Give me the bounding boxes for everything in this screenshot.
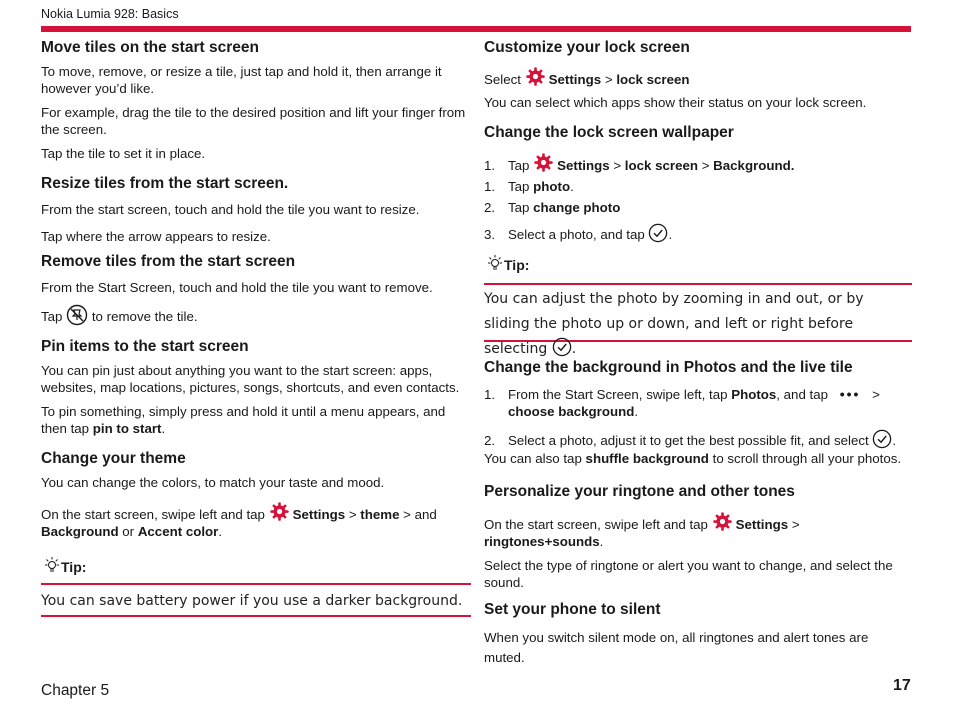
wallpaper-sep-2: > [701,158,710,173]
move-para-2: For example, drag the tile to the desired position and lift your finger from the screen. [41,105,466,137]
step-number: 1. [484,387,496,402]
gear-icon [269,501,290,522]
heading-move-tiles: Move tiles on the start screen [41,39,259,56]
photos-step-1-mid: , and tap [776,387,829,402]
remove-para-2 [41,304,471,326]
ringtones-sounds-label: ringtones+sounds [484,534,600,549]
step-number: 1. [484,158,496,173]
lock-para-1: You can select which apps show their status on your lock screen. [484,95,867,110]
section-resize-tiles [41,174,471,245]
lightbulb-icon [41,556,61,574]
wallpaper-step-1 [484,152,912,174]
wallpaper-step-4 [484,223,912,243]
theme-label: theme [360,507,400,522]
heading-silent: Set your phone to silent [484,601,661,618]
photos-step-2-end: . [892,433,897,448]
move-para-3: Tap the tile to set it in place. [41,146,206,161]
section-theme [41,449,471,577]
lock-select-label: Select [484,72,521,87]
wallpaper-step-3-tap: Tap [508,200,530,215]
wallpaper-background-label: Background. [713,158,795,173]
photos-step-1-text: From the Start Screen, swipe left, tap [508,387,728,402]
wallpaper-step-2 [484,178,912,195]
tip-label: Tip: [61,559,87,575]
heading-photos-background: Change the background in Photos and the live tile [484,359,853,376]
wallpaper-step-2-end: . [570,179,574,194]
photos-para [484,450,912,467]
change-photo-label: change photo [533,200,621,215]
ringtone-para-2: Select the type of ringtone or alert you want to change, and select the sound. [484,558,893,590]
theme-and: > and [403,507,437,522]
check-circle-icon [872,429,892,449]
unpin-icon [66,304,88,326]
photos-step-1-end: . [634,404,639,419]
left-column [41,38,471,628]
heading-remove-tiles: Remove tiles from the start screen [41,253,296,270]
lock-select-line [484,66,912,88]
wallpaper-settings-label: Settings [557,158,610,173]
heading-pin-items: Pin items to the start screen [41,338,249,355]
background-label: Background [41,524,119,539]
heading-ringtone: Personalize your ringtone and other tones [484,483,795,500]
wallpaper-tip-header [484,254,912,275]
resize-para-2: Tap where the arrow appears to resize. [41,229,271,244]
ringtone-sep: > [791,517,800,532]
step-number: 3. [484,227,496,242]
shuffle-background-label: shuffle background [585,451,709,466]
theme-para-1: You can change the colors, to match your taste and mood. [41,475,385,490]
theme-end: . [218,524,223,539]
gear-icon [525,66,546,87]
choose-background-label: choose background [508,404,635,419]
wallpaper-step-3 [484,199,912,216]
step-number: 2. [484,433,496,448]
section-photos-background [484,358,912,467]
wallpaper-sep: > [613,158,622,173]
pin-para-2-end: . [161,421,166,436]
right-column [484,38,912,678]
theme-or: or [122,524,135,539]
section-move-tiles [41,38,471,162]
theme-settings-label: Settings [292,507,346,522]
heading-wallpaper: Change the lock screen wallpaper [484,124,734,141]
section-lock-screen [484,38,912,111]
photos-step-2 [484,429,912,449]
pin-to-start-label: pin to start [92,421,162,436]
heading-theme: Change your theme [41,450,186,467]
pin-para-2 [41,403,471,437]
gear-icon [712,511,733,532]
section-silent [484,600,912,668]
step-number: 1. [484,179,496,194]
section-wallpaper [484,123,912,275]
lock-sep: > [604,72,613,87]
remove-tap-label: Tap [41,309,63,324]
ringtone-para-1-text: On the start screen, swipe left and tap [484,517,708,532]
footer-chapter: Chapter 5 [41,682,110,699]
heading-resize-tiles: Resize tiles from the start screen. [41,175,289,192]
photos-step-2-text: Select a photo, adjust it to get the best possible fit, and select [508,433,869,448]
page-number: 17 [893,677,911,694]
wallpaper-step-4-end: . [668,227,673,242]
gear-icon [533,152,554,173]
photos-step-1 [484,386,912,420]
section-remove-tiles [41,252,471,326]
tip-label: Tip: [504,257,530,273]
lock-screen-label: lock screen [616,72,690,87]
wallpaper-tip-body: You can adjust the photo by zooming in and out, or by sliding the photo up or down, and left or right before selecting [484,291,864,357]
wallpaper-step-2-tap: Tap [508,179,530,194]
theme-tip-text: You can save battery power if you use a darker background. [41,593,463,609]
check-circle-icon [648,223,668,243]
heading-lock-screen: Customize your lock screen [484,39,690,56]
photos-para-end: to scroll through all your photos. [712,451,902,466]
pin-para-1: You can pin just about anything you want to the start screen: apps, websites, map locations, pictures, songs, shortcuts, and even contacts. [41,363,460,395]
step-number: 2. [484,200,496,215]
ringtone-end: . [599,534,604,549]
remove-tap-rest: to remove the tile. [91,309,198,324]
accent-color-label: Accent color [137,524,219,539]
page-header-title: Nokia Lumia 928: Basics [41,7,179,21]
wallpaper-lock-label: lock screen [624,158,698,173]
photos-gt: > [872,387,880,402]
remove-para-1: From the Start Screen, touch and hold the tile you want to remove. [41,280,433,295]
move-para-1: To move, remove, or resize a tile, just tap and hold it, then arrange it however you’d like. [41,64,442,96]
theme-tip-header [41,556,471,577]
theme-para-2 [41,501,471,540]
pin-para-2-text: To pin something, simply press and hold it until a menu appears, and then tap [41,404,446,436]
wallpaper-tip-end: . [571,341,577,357]
lock-settings-label: Settings [548,72,602,87]
ringtone-settings-label: Settings [735,517,789,532]
section-ringtone [484,482,912,591]
wallpaper-tip-box [484,283,912,357]
section-pin-items [41,337,471,437]
wallpaper-step-4-text: Select a photo, and tap [508,227,645,242]
wallpaper-step-1-tap: Tap [508,158,530,173]
ringtone-para-1 [484,511,912,550]
check-circle-icon [552,337,572,357]
theme-para-2-text: On the start screen, swipe left and tap [41,507,265,522]
silent-para-1: When you switch silent mode on, all ringtones and alert tones are muted. [484,630,869,665]
more-dots-icon: ••• [839,386,861,402]
theme-sep: > [348,507,357,522]
photo-label: photo [533,179,571,194]
photos-label: Photos [731,387,777,402]
theme-tip-box [41,583,471,617]
wallpaper-tip-text [484,285,912,362]
header-rule [41,26,911,32]
photos-para-text: You can also tap [484,451,582,466]
resize-para-1: From the start screen, touch and hold the tile you want to resize. [41,202,420,217]
lightbulb-icon [484,254,504,272]
